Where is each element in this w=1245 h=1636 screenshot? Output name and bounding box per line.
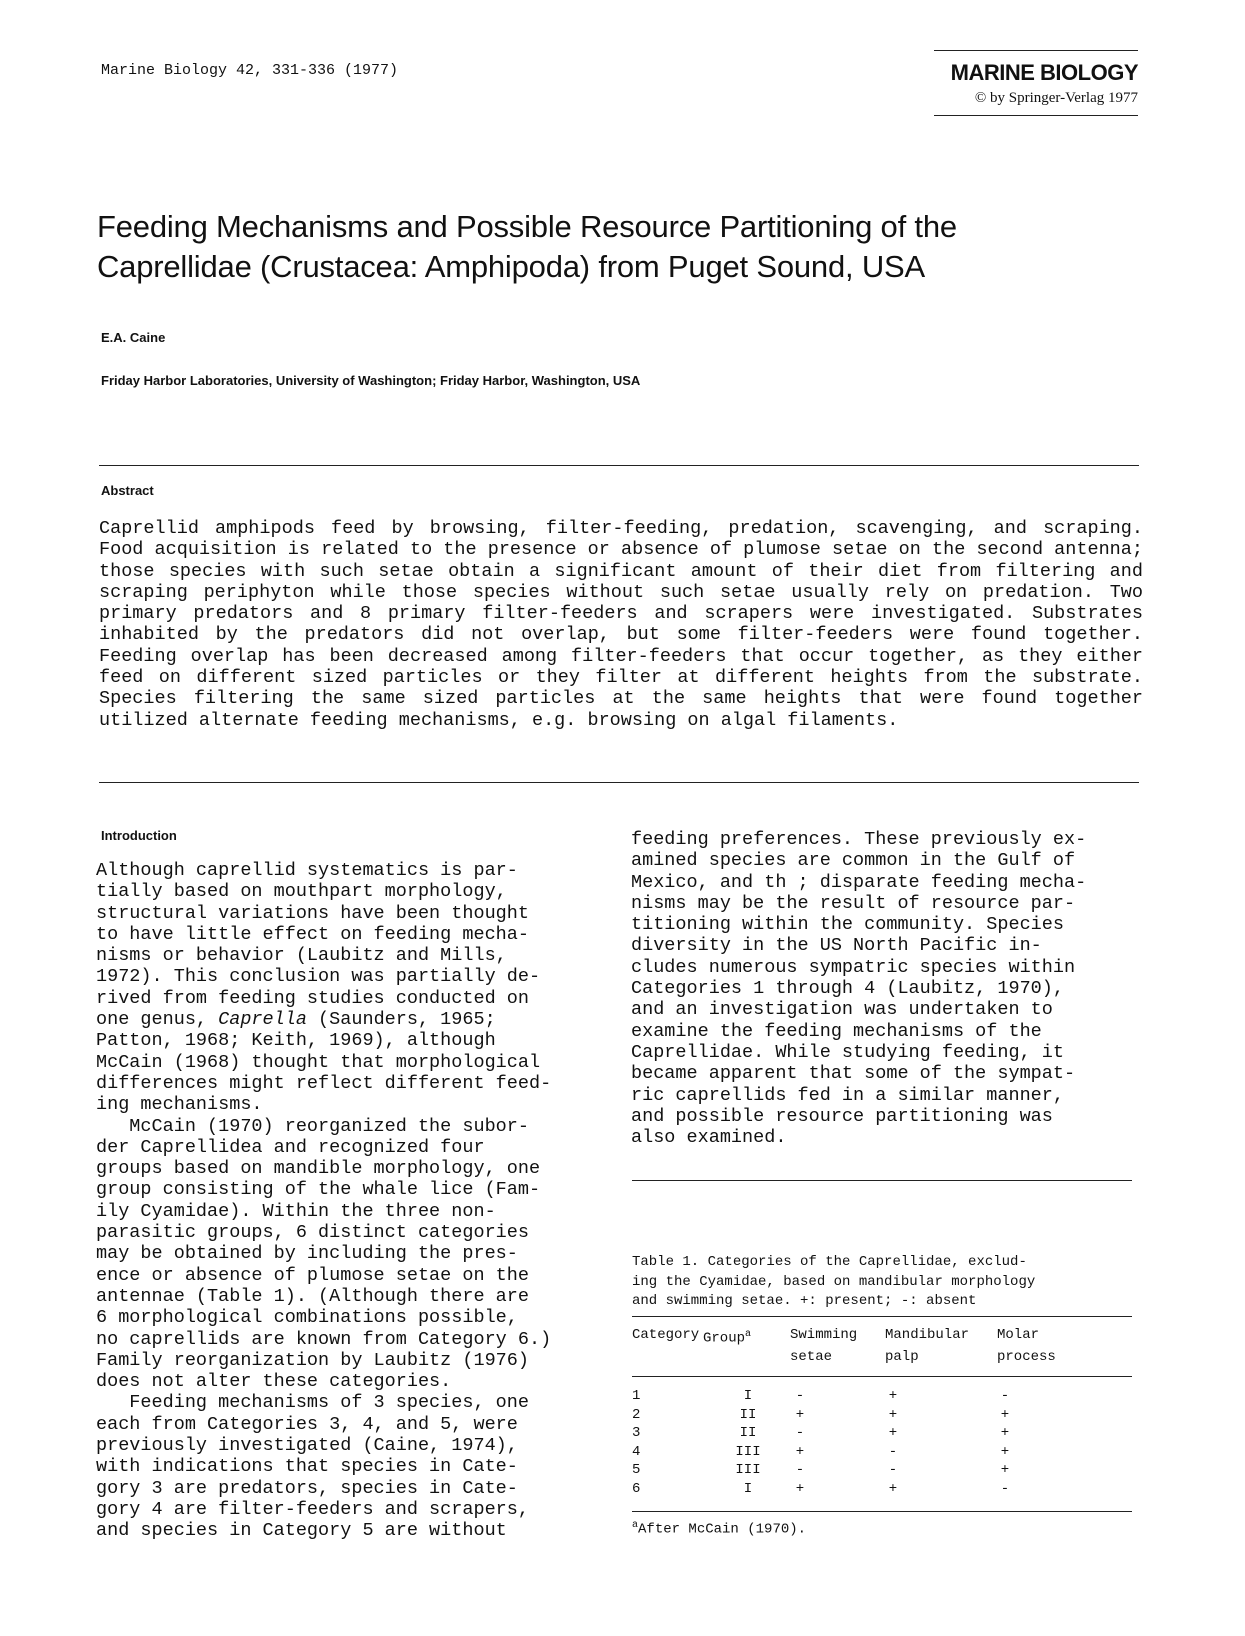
cell-group: II [739, 1406, 757, 1423]
cell-molar: - [1000, 1480, 1010, 1497]
cell-mandibular: + [888, 1406, 898, 1423]
cell-mandibular: + [888, 1480, 898, 1497]
cell-swimming: + [795, 1406, 805, 1423]
cell-group: I [743, 1388, 753, 1404]
cell-mandibular: - [888, 1443, 898, 1460]
cell-swimming: - [795, 1388, 805, 1404]
cell-category: 4 [632, 1443, 641, 1460]
cell-molar: - [1000, 1388, 1010, 1404]
group-footnote-marker: a [745, 1329, 752, 1340]
table-header-mandibular-palp: Mandibular palp [885, 1327, 970, 1365]
journal-brand-box [934, 50, 1138, 116]
cell-swimming: - [795, 1425, 805, 1441]
author: E.A. Caine [101, 330, 166, 345]
cell-category: 1 [632, 1388, 641, 1404]
cell-molar: + [1000, 1406, 1010, 1423]
introduction-heading: Introduction [101, 828, 177, 843]
cell-mandibular: - [888, 1462, 898, 1478]
table-top-rule [632, 1316, 1132, 1317]
table-bottom-rule [632, 1511, 1132, 1512]
title-line-2: Caprellidae (Crustacea: Amphipoda) from Puget Sound, USA [97, 249, 925, 284]
cell-group: I [743, 1480, 753, 1497]
journal-brand: MARINE BIOLOGY [950, 60, 1138, 85]
cell-group: III [735, 1462, 761, 1478]
divider [99, 465, 1139, 466]
cell-mandibular: + [888, 1425, 898, 1441]
cell-swimming: - [795, 1462, 805, 1478]
footnote-marker: a [632, 1520, 639, 1531]
table-footnote [632, 1520, 806, 1538]
table-header-rule [632, 1376, 1132, 1377]
cell-group: III [735, 1443, 761, 1460]
title-line-1: Feeding Mechanisms and Possible Resource Partitioning of the [97, 209, 957, 244]
article-title [97, 207, 1157, 287]
copyright-notice: © by Springer-Verlag 1977 [974, 90, 1138, 106]
table-header-category: Category [632, 1327, 700, 1343]
table-header-molar-process: Molar process [997, 1327, 1056, 1365]
cell-mandibular: + [888, 1388, 898, 1404]
affiliation: Friday Harbor Laboratories, University of Washington; Friday Harbor, Washington, USA [101, 373, 641, 388]
cell-category: 6 [632, 1480, 641, 1497]
cell-molar: + [1000, 1443, 1010, 1460]
cell-molar: + [1000, 1462, 1010, 1478]
cell-swimming: + [795, 1443, 805, 1460]
table-caption: Table 1. Categories of the Caprellidae, exclud- ing the Cyamidae, based on mandibular morphology and swimming setae. +: present; -: absent [632, 1254, 1036, 1309]
genus-name: Caprella [218, 1009, 307, 1031]
abstract-text: Caprellid amphipods feed by browsing, filter-feeding, predation, scavenging, and scraping. Food acquisition is related to the presence or absence of plumose setae on the second antenna; those species with such setae obtain a significant amount of their diet from filtering and scraping periphyton while those species without such setae usually rely on predation. Two primary predators and 8 primary filter-feeders and scrapers were investigated. Substrates inhabited by the predators did not overlap, but some filter-feeders were found together. Feeding overlap has been decreased among filter-feeders that occur together, as they either feed on different sized particles or they filter at different heights from the substrate. Species filtering the same sized particles at the same heights that were found together utilized alternate feeding mechanisms, e.g. browsing on algal filaments. [99, 518, 1143, 731]
cell-category: 3 [632, 1425, 641, 1441]
cell-group: II [739, 1425, 757, 1441]
introduction-left-column: Although caprellid systematics is par- tially based on mouthpart morphology, structural variations have been thought to have little effect on feeding mecha- nisms or behavior (Laubitz and Mills, 1972). This conclusion was partially de- rived from feeding studies conducted on one genus, Caprella (Saunders, 1965; Patton, 1968; Keith, 1969), although McCain (1968) thought that morphological differences might reflect different feed- ing mechanisms. McCain (1970) reorganized the subor- der Caprellidea and recognized four groups based on mandible morphology, one group consisting of the whale lice (Fam- ily Cyamidae). Within the three non- parasitic groups, 6 distinct categories may be obtained by including the pres- ence or absence of plumose setae on the antennae (Table 1). (Although there are 6 morphological combinations possible, no caprellids are known from Category 6.) Family reorganization by Laubitz (1976) does not alter these categories. Feeding mechanisms of 3 species, one each from Categories 3, 4, and 5, were previously investigated (Caine, 1974), with indications that species in Cate- gory 3 are predators, species in Cate- gory 4 are filter-feeders and scrapers, and species in Category 5 are without [96, 860, 552, 1542]
group-label: Group [703, 1330, 746, 1347]
table-header-group [703, 1324, 751, 1350]
cell-molar: + [1000, 1425, 1010, 1441]
introduction-right-column: feeding preferences. These previously ex- amined species are common in the Gulf of Mexico, and th ; disparate feeding mecha- nisms may be the result of resource par- titioning within the community. Species diversity in the US North Pacific in- cludes numerous sympatric species within Categories 1 through 4 (Laubitz, 1970), and an investigation was undertaken to examine the feeding mechanisms of the Caprellidae. While studying feeding, it became apparent that some of the sympat- ric caprellids fed in a similar manner, and possible resource partitioning was also examined. [631, 829, 1087, 1149]
cell-category: 5 [632, 1462, 641, 1478]
cell-swimming: + [795, 1480, 805, 1497]
cell-category: 2 [632, 1406, 641, 1423]
divider [99, 782, 1139, 783]
footnote-text: After McCain (1970). [638, 1521, 807, 1538]
table-header-swimming-setae: Swimming setae [790, 1327, 858, 1365]
divider [632, 1180, 1132, 1181]
journal-reference: Marine Biology 42, 331-336 (1977) [101, 62, 399, 79]
abstract-heading: Abstract [101, 483, 154, 498]
